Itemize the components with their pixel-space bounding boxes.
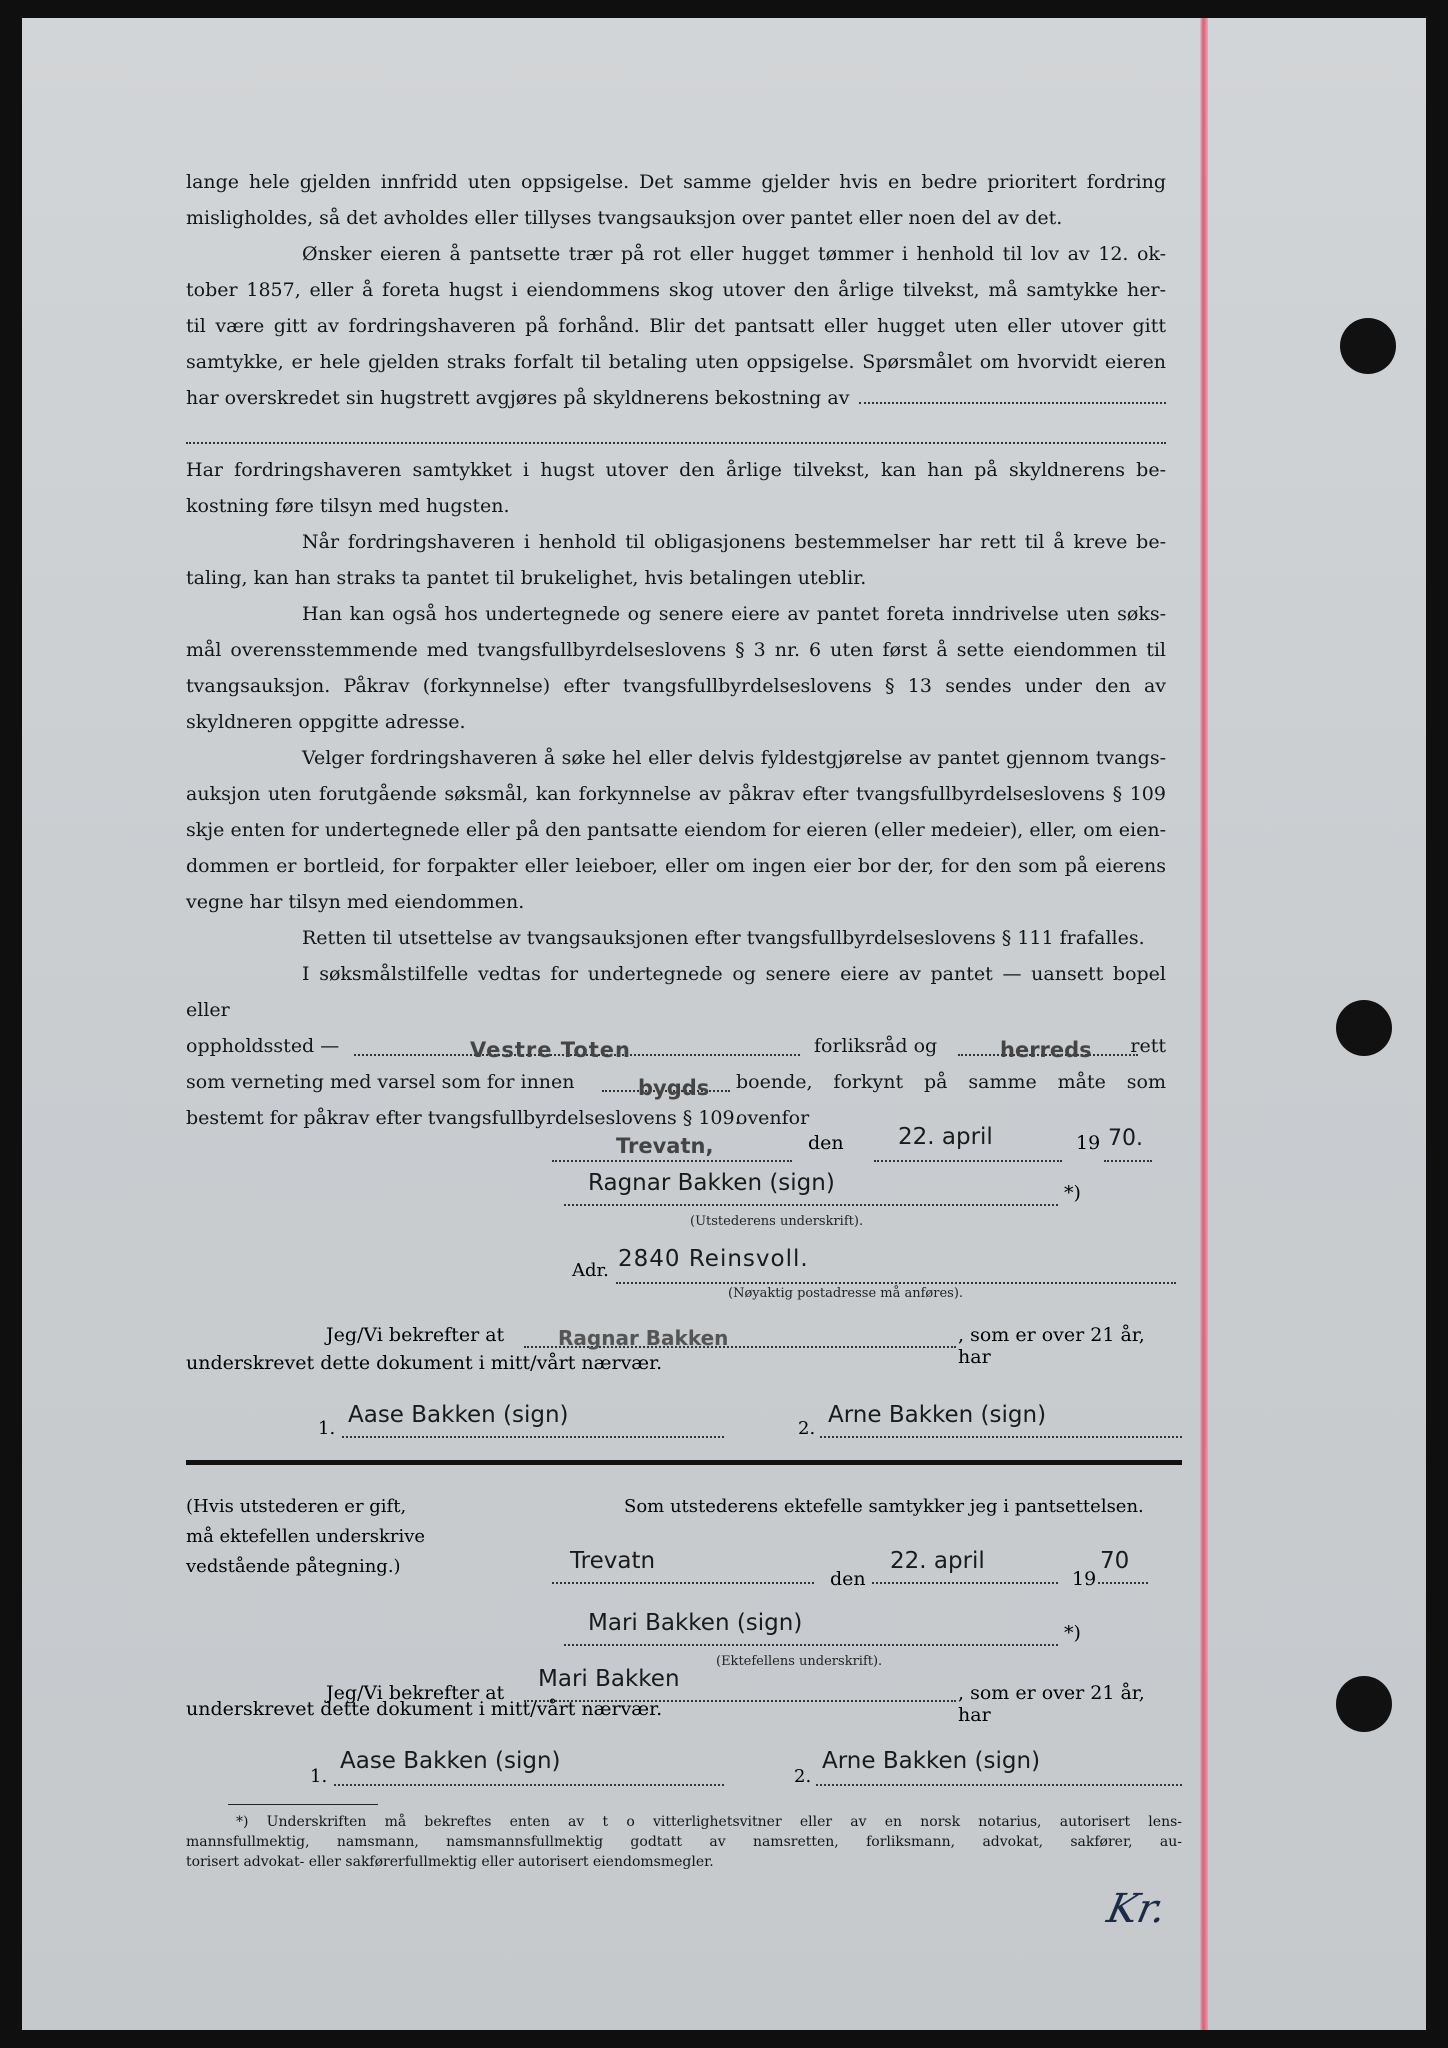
boende-label: boende, forkynt på samme måte som ovenfor xyxy=(736,1071,1166,1129)
p6-line5: vegne har tilsyn med eiendommen. xyxy=(186,891,525,913)
p6-line4: dommen er bortleid, for forpakter eller leieboer, eller om ingen eier bor der, for den som på eierens xyxy=(186,855,1166,877)
footnote xyxy=(186,1812,1182,1872)
spouse-confirm-prefix: Jeg/Vi bekrefter at xyxy=(326,1682,505,1704)
p2-line4: samtykke, er hele gjelden straks forfalt til betaling uten oppsigelse. Spørsmålet om hvorvidt eieren xyxy=(186,351,1166,373)
p2-line2: tober 1857, eller å foreta hugst i eiendommens skog utover den årlige tilvekst, må samtykke her- xyxy=(186,279,1166,301)
p4-line2: taling, kan han straks ta pantet til brukelighet, hvis betalingen uteblir. xyxy=(186,567,867,589)
address-line xyxy=(616,1282,1176,1284)
signing1-w2-line xyxy=(820,1436,1182,1438)
verneting-label: som verneting med varsel som for innen xyxy=(186,1071,575,1093)
spouse-date-row xyxy=(552,1548,1192,1592)
footnote-line3: torisert advokat- eller sakførerfullmektig eller autorisert eiendomsmegler. xyxy=(186,1854,714,1870)
hugst-cost-field xyxy=(859,382,1166,404)
spouse-den-label: den xyxy=(830,1568,866,1590)
spouse-place: Trevatn xyxy=(570,1548,656,1574)
signing1-year: 70. xyxy=(1108,1126,1143,1151)
signing1-confirm-prefix: Jeg/Vi bekrefter at xyxy=(326,1324,505,1346)
spouse-date-line xyxy=(872,1582,1058,1584)
footnote-line2: mannsfullmektig, namsmann, namsmannsfullmektig godtatt av namsretten, forliksmann, advokat, sakfører, au- xyxy=(186,1834,1182,1850)
p5-line2: mål overensstemmende med tvangsfullbyrdelseslovens § 3 nr. 6 uten først å sette eiendommen til xyxy=(186,639,1166,661)
spouse-star: *) xyxy=(1064,1622,1081,1644)
spouse-w1-line xyxy=(334,1784,724,1786)
p1-line1: lange hele gjelden innfridd uten oppsigelse. Det samme gjelder hvis en bedre prioritert fordring xyxy=(186,171,1166,193)
signing1-w2-num: 2. xyxy=(798,1418,816,1439)
p5-line3: tvangsauksjon. Påkrav (forkynnelse) efter tvangsfullbyrdelseslovens § 13 sendes under den av xyxy=(186,675,1166,697)
signing1-confirm-suffix: , som er over 21 år, har xyxy=(958,1324,1145,1368)
p4-line1: Når fordringshaveren i henhold til obligasjonens bestemmelser har rett til å kreve be- xyxy=(302,531,1166,553)
forliksrad-label: forliksråd og xyxy=(814,1035,938,1057)
signing1-year-prefix: 19 xyxy=(1076,1132,1101,1154)
kommune-stamp: Vestre Toten xyxy=(470,1038,631,1062)
signing1-date-row xyxy=(552,1122,1192,1166)
signing1-den-label: den xyxy=(808,1132,844,1154)
document-page xyxy=(22,18,1426,2030)
spouse-date: 22. april xyxy=(890,1548,985,1574)
section-divider xyxy=(186,1460,1182,1465)
p6-line1: Velger fordringshaveren å søke hel eller delvis fyldestgjørelse av pantet gjennom tvangs- xyxy=(302,747,1166,769)
bygd-stamp: bygds xyxy=(638,1076,710,1100)
spouse-witness1: Aase Bakken (sign) xyxy=(340,1748,561,1774)
spouse-year-prefix: 19 xyxy=(1072,1568,1097,1590)
spouse-signature-caption: (Ektefellens underskrift). xyxy=(716,1654,883,1669)
margin-red-line xyxy=(1200,18,1208,2030)
oppholdssted-label: oppholdssted — xyxy=(186,1035,340,1057)
spouse-signature-line xyxy=(564,1644,1058,1646)
hugst-cost-field-continued xyxy=(186,422,1166,444)
signing1-address-caption: (Nøyaktig postadresse må anføres). xyxy=(728,1286,964,1301)
spouse-w1-num: 1. xyxy=(310,1766,328,1787)
spouse-year-line xyxy=(1098,1582,1148,1584)
rett-label: rett xyxy=(1130,1035,1166,1057)
p7-line1: Retten til utsettelse av tvangsauksjonen efter tvangsfullbyrdelseslovens § 111 frafalles. xyxy=(302,927,1145,949)
p2-line3: til være gitt av fordringshaveren på forhånd. Blir det pantsatt eller hugget uten eller utover gitt xyxy=(186,315,1166,337)
signing1-signature-row xyxy=(564,1164,1104,1208)
spouse-note-line3: vedstående påtegning.) xyxy=(186,1556,401,1577)
p3-line2: kostning føre tilsyn med hugsten. xyxy=(186,495,510,517)
spouse-place-line xyxy=(552,1582,814,1584)
p8-line2 xyxy=(186,1028,1166,1064)
signing1-w1-line xyxy=(342,1436,724,1438)
signing1-witnesses xyxy=(318,1396,1182,1446)
p6-line2: auksjon uten forutgående søksmål, kan forkynnelse av påkrav efter tvangsfullbyrdelseslovens § 109 xyxy=(186,783,1166,805)
document-body xyxy=(186,164,1166,1136)
p5-line4: skyldneren oppgitte adresse. xyxy=(186,711,466,733)
initials: Kr. xyxy=(1103,1886,1171,1932)
spouse-confirm-suffix: , som er over 21 år, har xyxy=(958,1682,1145,1726)
dotted-field-line xyxy=(186,416,1166,452)
spouse-w2-num: 2. xyxy=(794,1766,812,1787)
punch-hole-top xyxy=(1340,318,1396,374)
spouse-year: 70 xyxy=(1100,1548,1130,1574)
spouse-note xyxy=(186,1492,425,1582)
signing1-signature-caption: (Utstederens underskrift). xyxy=(690,1214,864,1229)
spouse-signature: Mari Bakken (sign) xyxy=(588,1610,803,1636)
spouse-witness2: Arne Bakken (sign) xyxy=(822,1748,1041,1774)
p5-line1: Han kan også hos undertegnede og senere eiere av pantet foreta inndrivelse uten søks- xyxy=(302,603,1166,625)
adr-label: Adr. xyxy=(572,1260,609,1281)
signing1-signature: Ragnar Bakken (sign) xyxy=(588,1170,835,1196)
spouse-witnesses xyxy=(310,1742,1182,1792)
spouse-signature-row xyxy=(564,1606,1104,1650)
signing1-witness1: Aase Bakken (sign) xyxy=(348,1402,569,1428)
spouse-w2-line xyxy=(816,1784,1182,1786)
spouse-consent: Som utstederens ektefelle samtykker jeg i pantsettelsen. xyxy=(624,1496,1144,1517)
p6-line3: skje enten for undertegnede eller på den pantsatte eiendom for eieren (eller medeier), eller, om eien- xyxy=(186,819,1166,841)
p2-line5 xyxy=(186,380,1166,416)
p2-line5-text: har overskredet sin hugstrett avgjøres på skyldnerens bekostning av xyxy=(186,387,850,409)
footnote-line1: *) Underskriften må bekreftes enten av t o vitterlighetsvitner eller av en norsk notarius, autorisert lens- xyxy=(236,1814,1182,1830)
signing1-place: Trevatn, xyxy=(616,1134,714,1158)
spouse-note-line2: må ektefellen underskrive xyxy=(186,1526,426,1547)
signing1-witness2: Arne Bakken (sign) xyxy=(828,1402,1047,1428)
p1-line2: misligholdes, så det avholdes eller tillyses tvangsauksjon over pantet eller noen del av det. xyxy=(186,207,1063,229)
signing1-address-row xyxy=(572,1238,1182,1288)
footnote-rule xyxy=(228,1804,378,1805)
signing1-date: 22. april xyxy=(898,1124,993,1150)
p3-line1: Har fordringshaveren samtykket i hugst utover den årlige tilvekst, kan han på skyldnerens be- xyxy=(186,459,1166,481)
signing1-confirm-line2: underskrevet dette dokument i mitt/vårt nærvær. xyxy=(186,1352,663,1374)
signing1-address: 2840 Reinsvoll. xyxy=(618,1246,809,1272)
signing1-star: *) xyxy=(1064,1182,1081,1204)
p2-line1: Ønsker eieren å pantsette trær på rot eller hugget tømmer i henhold til lov av 12. ok- xyxy=(302,243,1166,265)
punch-hole-bottom xyxy=(1336,1676,1392,1732)
spouse-note-line1: (Hvis utstederen er gift, xyxy=(186,1496,407,1517)
punch-hole-middle xyxy=(1336,1000,1392,1056)
signing1-w1-num: 1. xyxy=(318,1418,336,1439)
signing1-signature-line xyxy=(564,1204,1058,1206)
p8-line1: I søksmålstilfelle vedtas for undertegnede og senere eiere av pantet — uansett bopel eller xyxy=(186,963,1166,1021)
herred-stamp: herreds xyxy=(1000,1038,1092,1062)
spouse-confirm-line2: underskrevet dette dokument i mitt/vårt nærvær. xyxy=(186,1698,663,1720)
spouse-confirm-name: Mari Bakken xyxy=(538,1666,680,1692)
p8-line4: bestemt for påkrav efter tvangsfullbyrdelseslovens § 109. xyxy=(186,1107,741,1129)
signing1-confirm-name: Ragnar Bakken xyxy=(558,1326,729,1350)
